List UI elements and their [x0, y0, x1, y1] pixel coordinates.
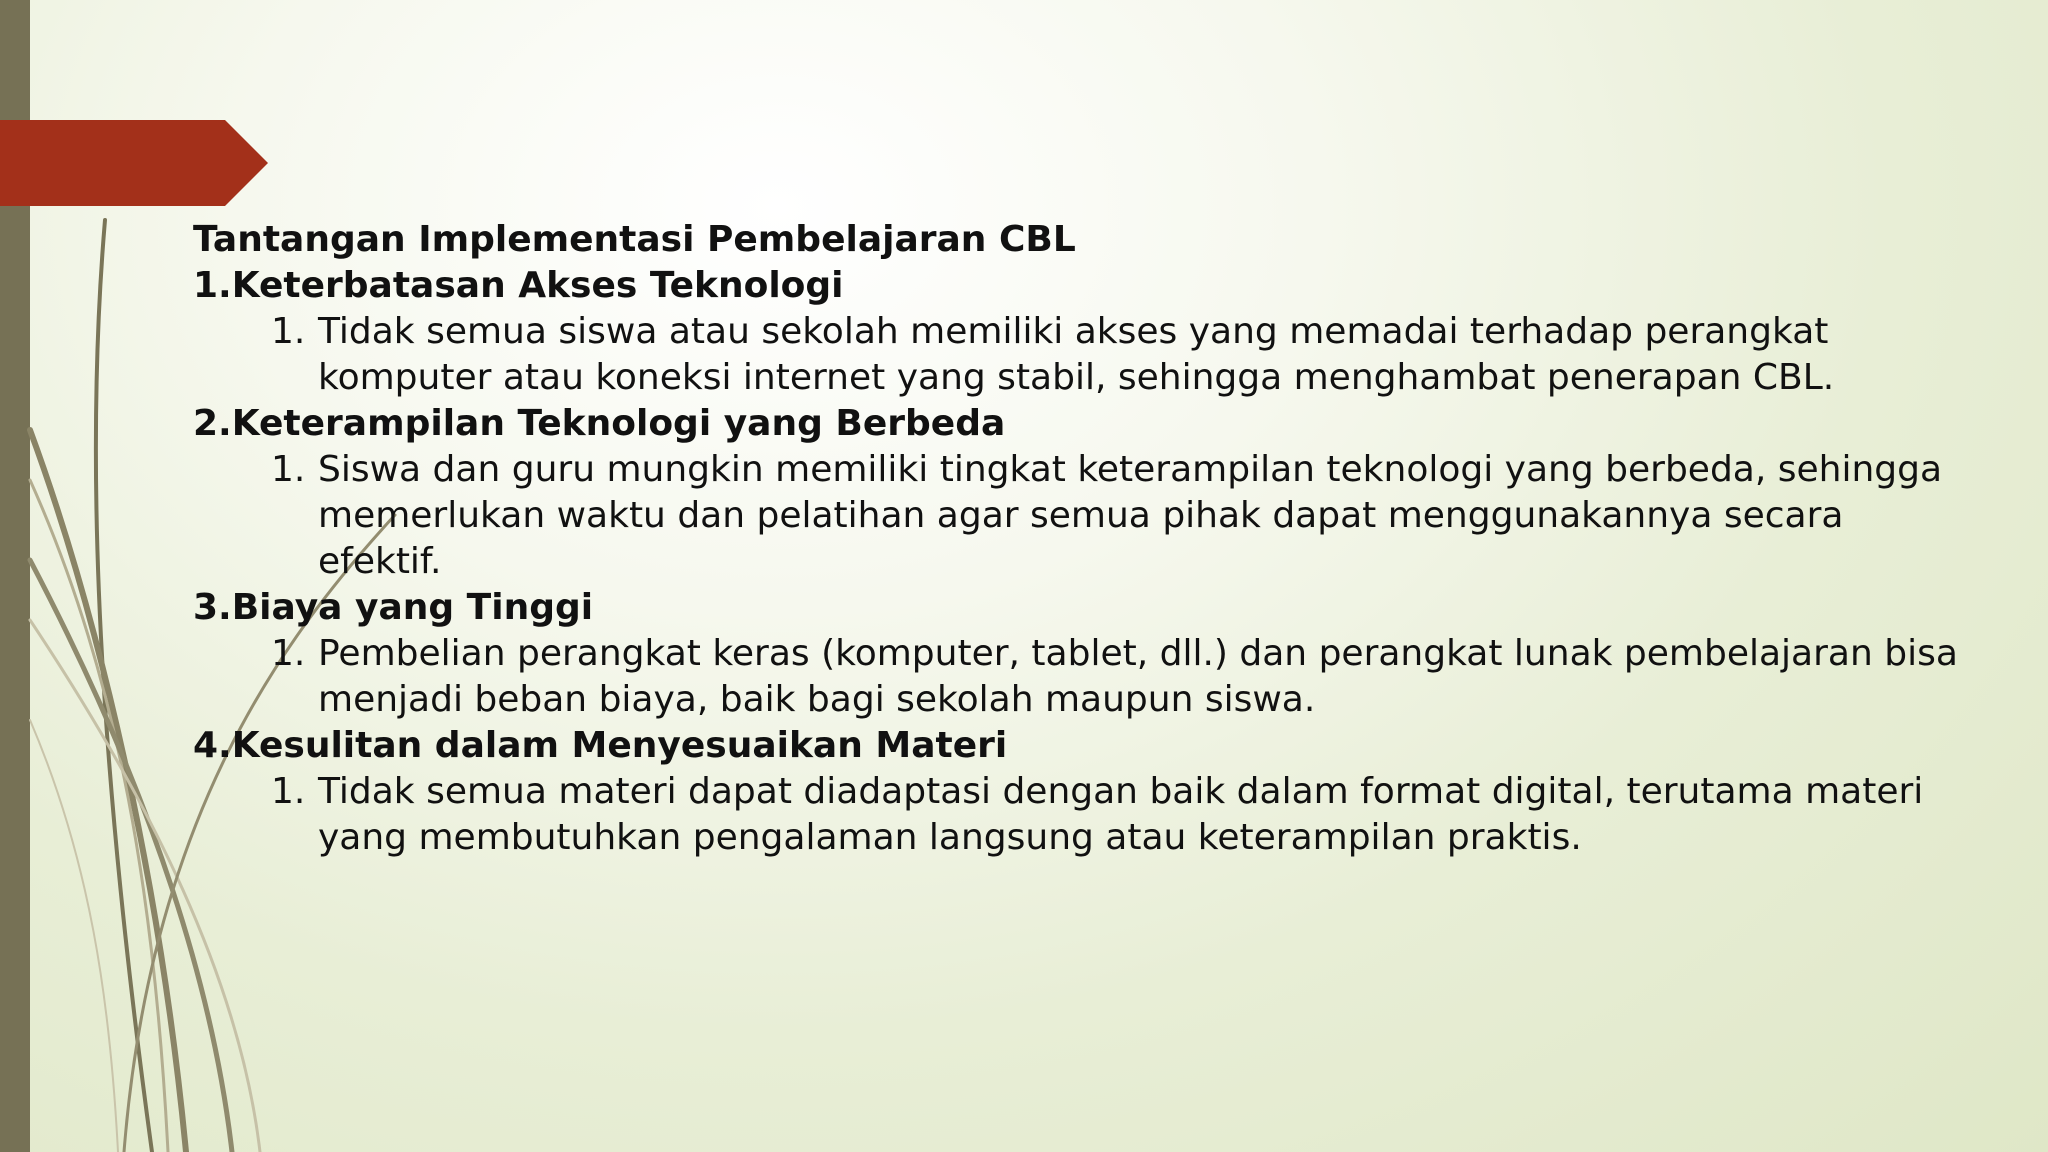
section-3	[193, 585, 1993, 723]
section-heading: 4.Kesulitan dalam Menyesuaikan Materi	[193, 725, 1008, 766]
list-item-text: Tidak semua materi dapat diadaptasi dengan baik dalam format digital, terutama materi yang membutuhkan pengalaman langsung atau keterampilan praktis.	[318, 771, 1924, 858]
section-2	[193, 401, 1993, 585]
list-item-text: Siswa dan guru mungkin memiliki tingkat keterampilan teknologi yang berbeda, sehingga memerlukan waktu dan pelatihan agar semua pihak dapat menggunakannya secara efektif.	[318, 449, 1943, 582]
list-item-number: 1.	[271, 311, 306, 352]
slide-content	[193, 217, 1993, 861]
list-item-text: Pembelian perangkat keras (komputer, tablet, dll.) dan perangkat lunak pembelajaran bisa menjadi beban biaya, baik bagi sekolah maupun siswa.	[318, 633, 1958, 720]
section-4	[193, 723, 1993, 861]
section-1	[193, 263, 1993, 401]
list-item-number: 1.	[271, 633, 306, 674]
section-heading: 3.Biaya yang Tinggi	[193, 587, 594, 628]
list-item	[193, 309, 1993, 401]
title-flag-shape	[0, 120, 270, 206]
list-item	[193, 769, 1993, 861]
section-heading: 1.Keterbatasan Akses Teknologi	[193, 265, 844, 306]
list-item-number: 1.	[271, 449, 306, 490]
section-heading: 2.Keterampilan Teknologi yang Berbeda	[193, 403, 1006, 444]
list-item-text: Tidak semua siswa atau sekolah memiliki akses yang memadai terhadap perangkat komputer atau koneksi internet yang stabil, sehingga menghambat penerapan CBL.	[318, 311, 1835, 398]
list-item-number: 1.	[271, 771, 306, 812]
slide-title: Tantangan Implementasi Pembelajaran CBL	[193, 219, 1076, 260]
list-item	[193, 447, 1993, 585]
list-item	[193, 631, 1993, 723]
